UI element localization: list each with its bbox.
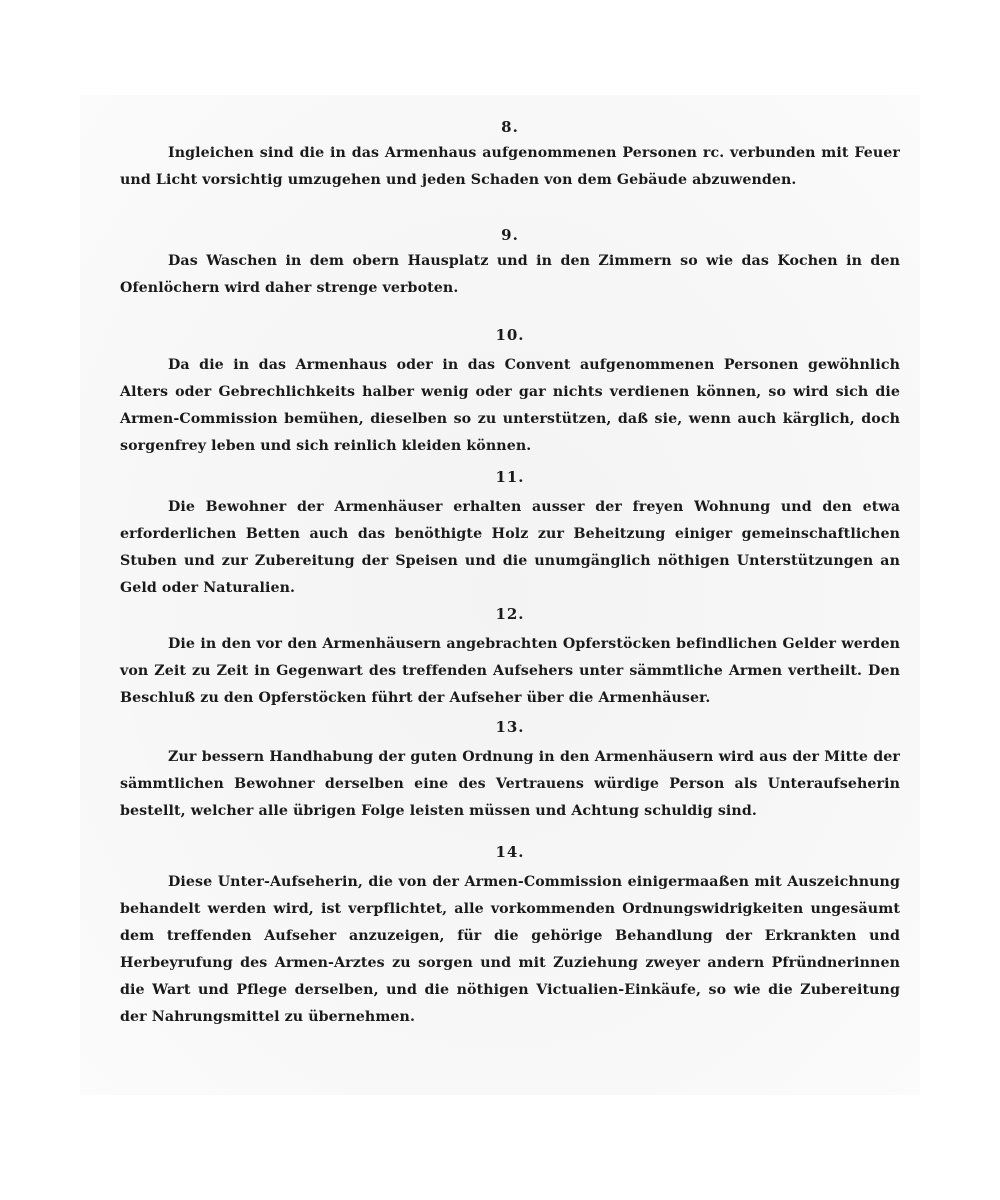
section-11 xyxy=(120,468,900,602)
section-text: Da die in das Armenhaus oder in das Convent aufgenommenen Personen gewöhnlich Alters oder Gebrechlichkeits halber wenig oder gar nichts verdienen können, so wird sich die Armen-Commission bemühen, dieselben so zu unterstützen, daß sie, wenn auch kärglich, doch sorgenfrey leben und sich reinlich kleiden können. xyxy=(120,357,900,454)
section-number: 8. xyxy=(501,118,519,136)
section-text: Diese Unter-Aufseherin, die von der Armen-Commission einigermaaßen mit Auszeichnung behandelt werden wird, ist verpflichtet, alle vorkommenden Ordnungswidrigkeiten ungesäumt dem treffenden Aufseher anzuzeigen, für die gehörige Behandlung der Erkrankten und Herbeyrufung des Armen-Arztes zu sorgen und mit Zuziehung zweyer andern Pfründnerinnen die Wart und Pflege derselben, und die nöthigen Victualien-Einkäufe, so wie die Zubereitung der Nahrungsmittel zu übernehmen. xyxy=(120,874,900,1025)
section-number: 13. xyxy=(495,718,525,736)
section-text: Die Bewohner der Armenhäuser erhalten ausser der freyen Wohnung und den etwa erforderlichen Betten auch das benöthigte Holz zur Beheitzung einiger gemeinschaftlichen Stuben und zur Zubereitung der Speisen und die unumgänglich nöthigen Unterstützungen an Geld oder Naturalien. xyxy=(120,499,900,596)
section-text: Die in den vor den Armenhäusern angebrachten Opferstöcken befindlichen Gelder werden von Zeit zu Zeit in Gegenwart des treffenden Aufsehers unter sämmtliche Armen vertheilt. Den Beschluß zu den Opferstöcken führt der Aufseher über die Armenhäuser. xyxy=(120,636,900,706)
section-8 xyxy=(120,118,900,194)
section-13 xyxy=(120,718,900,825)
section-text: Zur bessern Handhabung der guten Ordnung in den Armenhäusern wird aus der Mitte der sämmtlichen Bewohner derselben eine des Vertrauens würdige Person als Unteraufseherin bestellt, welcher alle übrigen Folge leisten müssen und Achtung schuldig sind. xyxy=(120,749,900,819)
section-number: 10. xyxy=(495,326,525,344)
section-number: 9. xyxy=(501,226,519,244)
section-9 xyxy=(120,226,900,302)
section-14 xyxy=(120,843,900,1031)
section-text: Das Waschen in dem obern Hausplatz und in den Zimmern so wie das Kochen in den Ofenlöchern wird daher strenge verboten. xyxy=(120,253,900,296)
section-10 xyxy=(120,326,900,460)
section-12 xyxy=(120,605,900,712)
section-number: 14. xyxy=(495,843,525,861)
section-number: 11. xyxy=(495,468,525,486)
section-number: 12. xyxy=(495,605,525,623)
section-text: Ingleichen sind die in das Armenhaus aufgenommenen Personen rc. verbunden mit Feuer und Licht vorsichtig umzugehen und jeden Schaden von dem Gebäude abzuwenden. xyxy=(120,145,900,188)
